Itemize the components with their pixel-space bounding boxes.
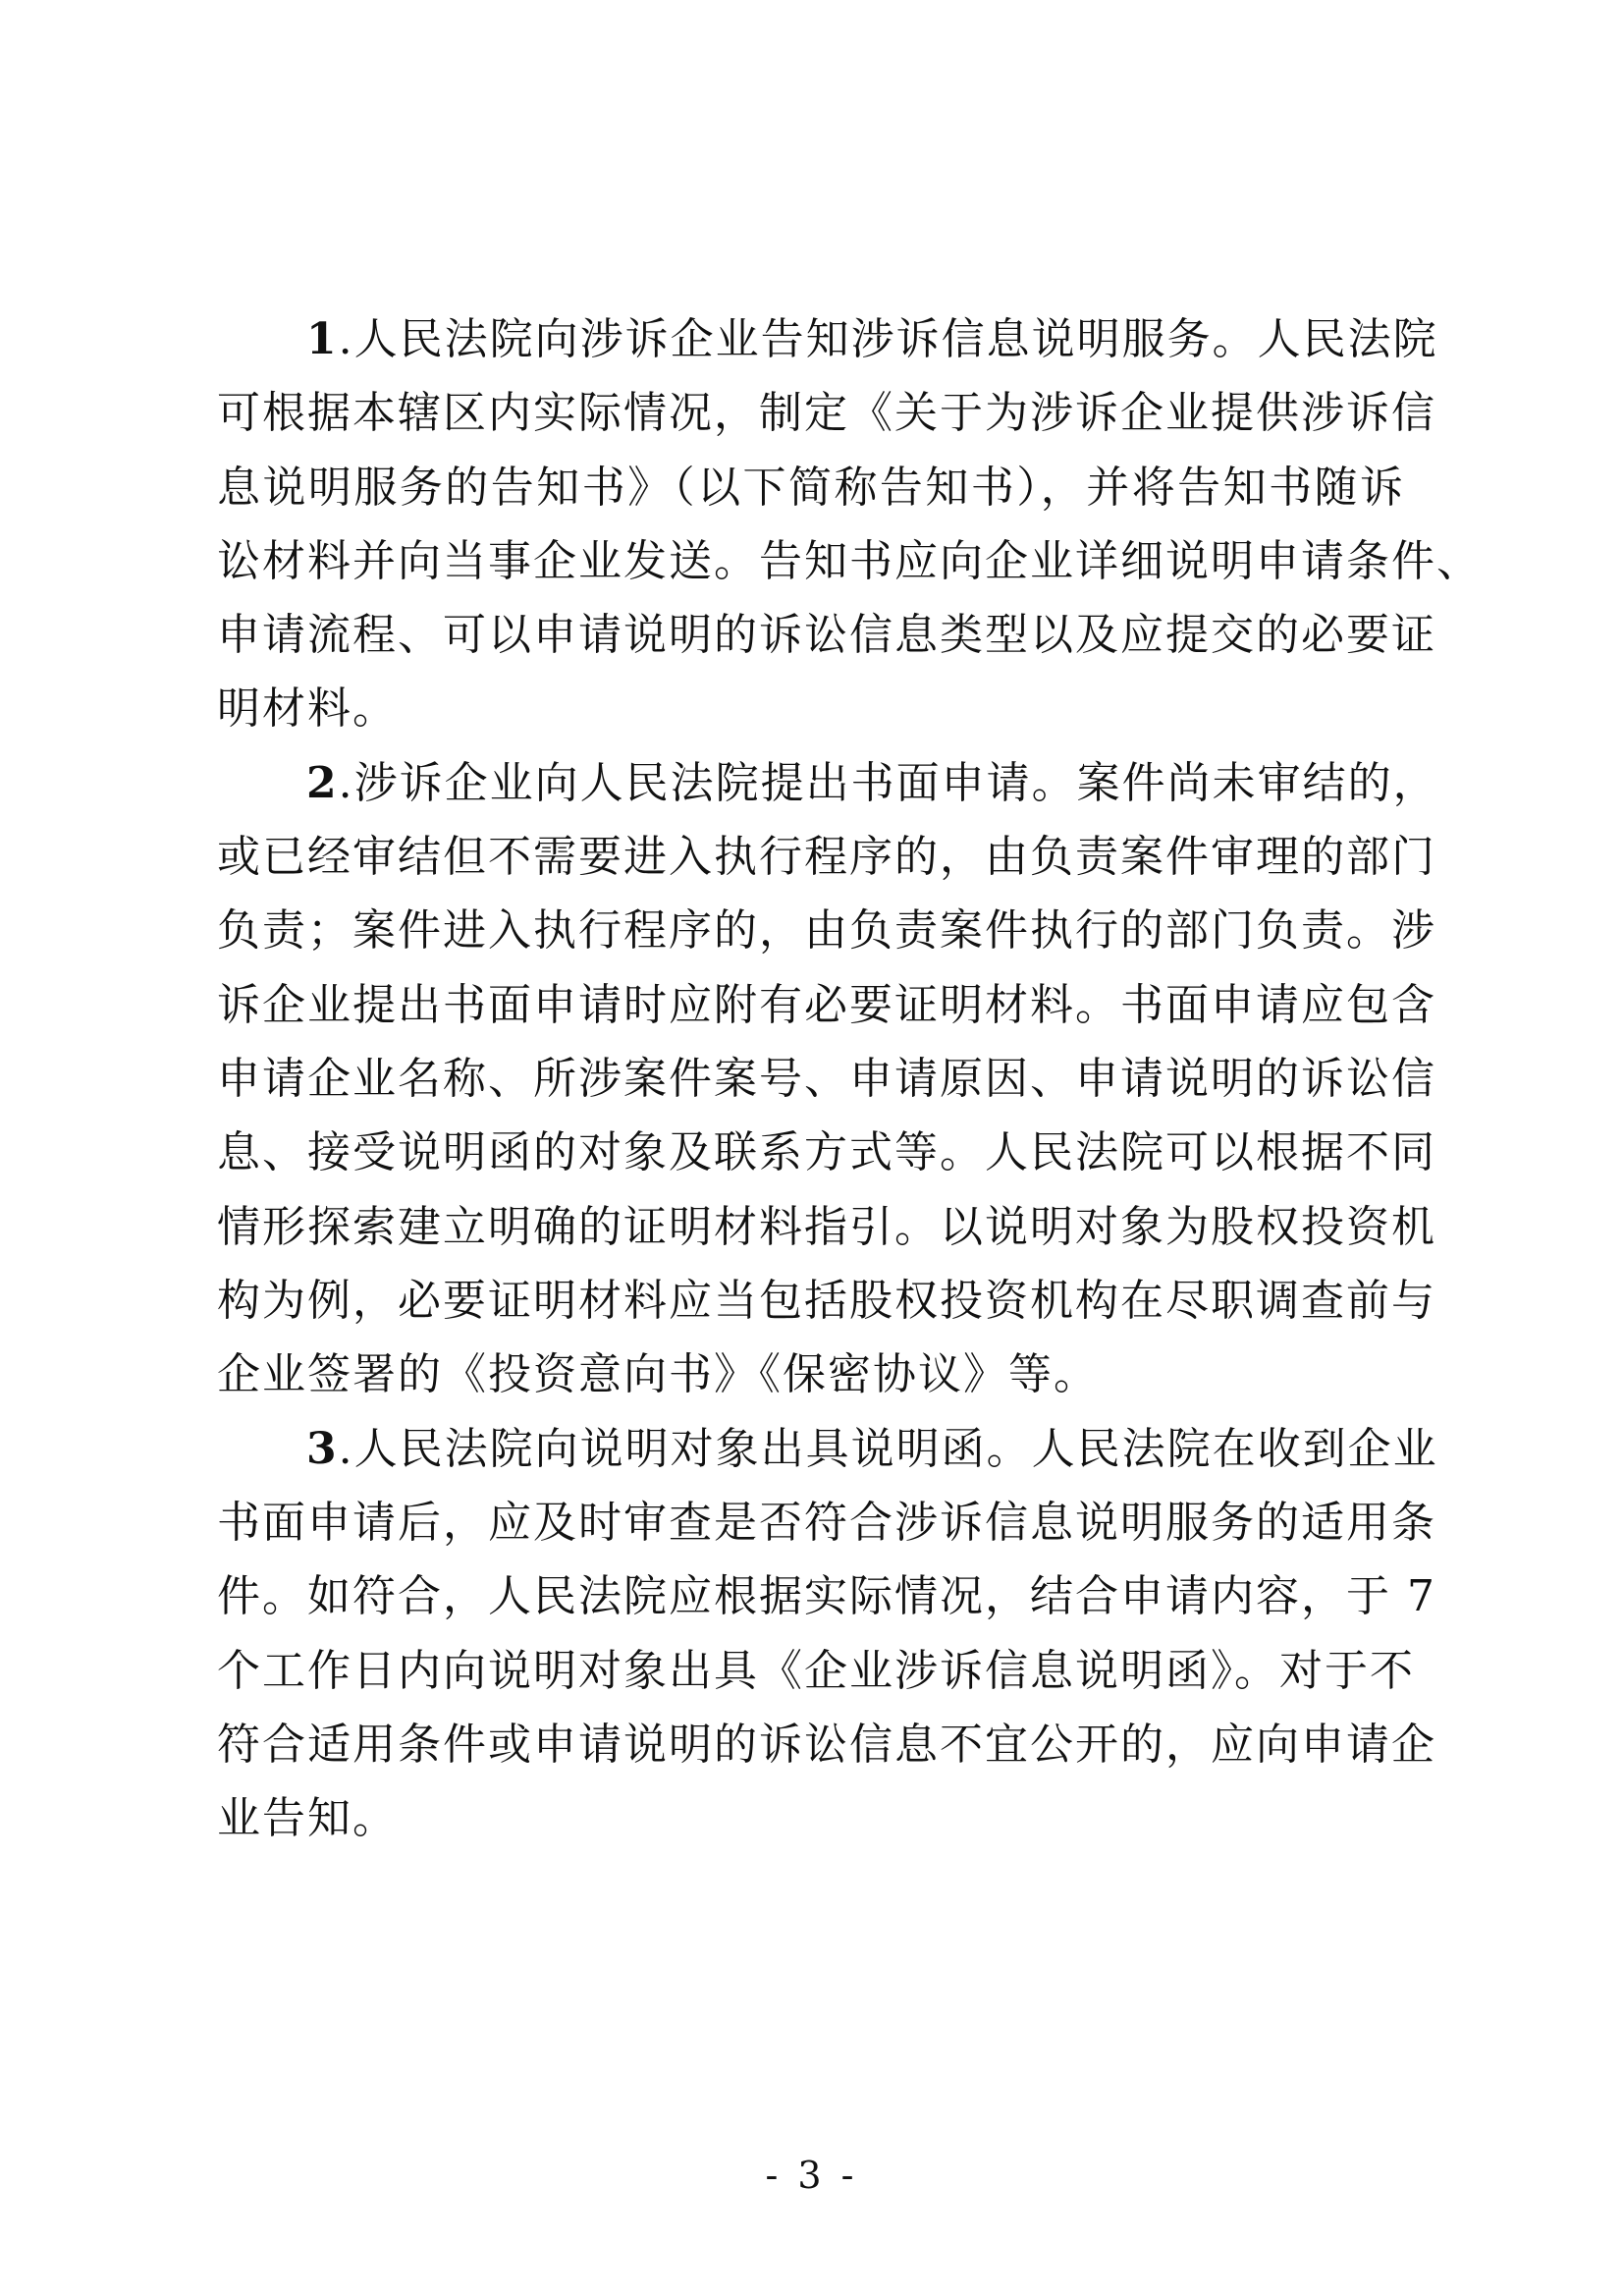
- paragraph-3-line-1-text: .人民法院向说明对象出具说明函。人民法院在收到企业: [338, 1424, 1438, 1474]
- paragraph-2-number: 2: [306, 758, 339, 808]
- paragraph-2-line-5: 申请企业名称、所涉案件案号、申请原因、申请说明的诉讼信: [217, 1054, 1436, 1104]
- paragraph-2-line-3: 负责；案件进入执行程序的，由负责案件执行的部门负责。涉: [217, 905, 1436, 956]
- paragraph-3-line-4: 个工作日内向说明对象出具《企业涉诉信息说明函》。对于不: [217, 1646, 1415, 1696]
- paragraph-1-line-6: 明材料。: [217, 683, 398, 734]
- paragraph-3-line-2: 书面申请后，应及时审查是否符合涉诉信息说明服务的适用条: [217, 1498, 1436, 1548]
- paragraph-1-line-5: 申请流程、可以申请说明的诉讼信息类型以及应提交的必要证: [217, 610, 1436, 660]
- paragraph-1-line-3: 息说明服务的告知书》（以下简称告知书），并将告知书随诉: [217, 463, 1405, 513]
- paragraph-3-line-5: 符合适用条件或申请说明的诉讼信息不宜公开的，应向申请企: [217, 1720, 1436, 1770]
- paragraph-3-line-3: 件。如符合，人民法院应根据实际情况，结合申请内容，于 7: [217, 1571, 1436, 1621]
- paragraph-2-line-1-text: .涉诉企业向人民法院提出书面申请。案件尚未审结的，: [338, 758, 1438, 808]
- page-number: - 3 -: [765, 2154, 858, 2197]
- paragraph-2-line-2: 或已经审结但不需要进入执行程序的，由负责案件审理的部门: [217, 832, 1436, 882]
- paragraph-2-line-7: 情形探索建立明确的证明材料指引。以说明对象为股权投资机: [217, 1202, 1436, 1252]
- paragraph-3-number: 3: [306, 1424, 339, 1474]
- paragraph-2-line-1: [306, 754, 1438, 813]
- paragraph-3-line-1: [306, 1420, 1438, 1479]
- paragraph-1-line-4: 讼材料并向当事企业发送。告知书应向企业详细说明申请条件、: [217, 536, 1482, 586]
- paragraph-3-line-6: 业告知。: [217, 1793, 398, 1843]
- paragraph-2-line-9: 企业签署的《投资意向书》《保密协议》等。: [217, 1349, 1099, 1399]
- paragraph-2-line-4: 诉企业提出书面申请时应附有必要证明材料。书面申请应包含: [217, 980, 1436, 1030]
- paragraph-1-line-1-text: .人民法院向涉诉企业告知涉诉信息说明服务。人民法院: [338, 314, 1438, 364]
- paragraph-1-number: 1: [306, 314, 339, 364]
- paragraph-1-line-2: 可根据本辖区内实际情况，制定《关于为涉诉企业提供涉诉信: [217, 388, 1436, 438]
- paragraph-2-line-8: 构为例，必要证明材料应当包括股权投资机构在尽职调查前与: [217, 1276, 1436, 1326]
- paragraph-1-line-1: [306, 310, 1438, 369]
- paragraph-2-line-6: 息、接受说明函的对象及联系方式等。人民法院可以根据不同: [217, 1127, 1436, 1177]
